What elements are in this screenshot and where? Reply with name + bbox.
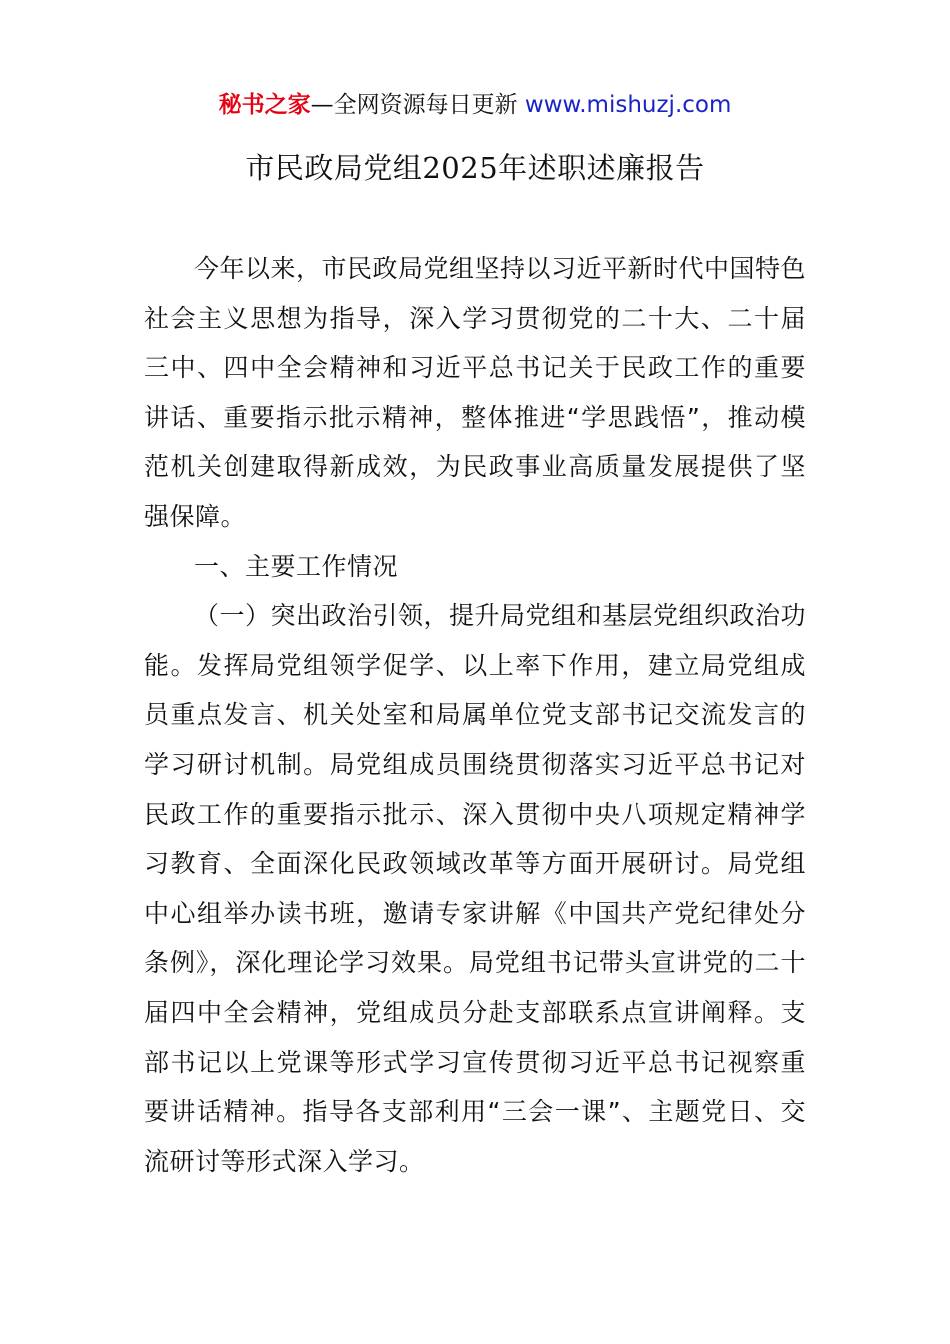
section-paragraph: （一）突出政治引领，提升局党组和基层党组织政治功能。发挥局党组领学促学、以上率下作用，建立局党组成员重点发言、机关处室和局属单位党支部书记交流发言的学习研讨机制。局党组成员围绕贯彻落实习近平总书记对民政工作的重要指示批示、深入贯彻中央八项规定精神学习教育、全面深化民政领域改革等方面开展研讨。局党组中心组举办读书班，邀请专家讲解《中国共产党纪律处分条例》，深化理论学习效果。局党组书记带头宣讲党的二十届四中全会精神，党组成员分赴支部联系点宣讲阐释。支部书记以上党课等形式学习宣传贯彻习近平总书记视察重要讲话精神。指导各支部利用“三会一课”、主题党日、交流研讨等形式深入学习。 [144, 601, 807, 1176]
document-title: 市民政局党组2025年述职述廉报告 [245, 151, 705, 185]
site-header [0, 88, 950, 122]
document-body [144, 244, 806, 1186]
site-name: 秘书之家 [218, 92, 311, 118]
section-heading: 一、主要工作情况 [194, 551, 399, 581]
site-url-link[interactable]: www.mishuzj.com [524, 92, 732, 118]
intro-paragraph: 今年以来，市民政局党组坚持以习近平新时代中国特色社会主义思想为指导，深入学习贯彻党的二十大、二十届三中、四中全会精神和习近平总书记关于民政工作的重要讲话、重要指示批示精神，整体推进“学思践悟”，推动模范机关创建取得新成效，为民政事业高质量发展提供了坚强保障。 [144, 254, 807, 531]
site-slogan: —全网资源每日更新 [310, 92, 518, 118]
